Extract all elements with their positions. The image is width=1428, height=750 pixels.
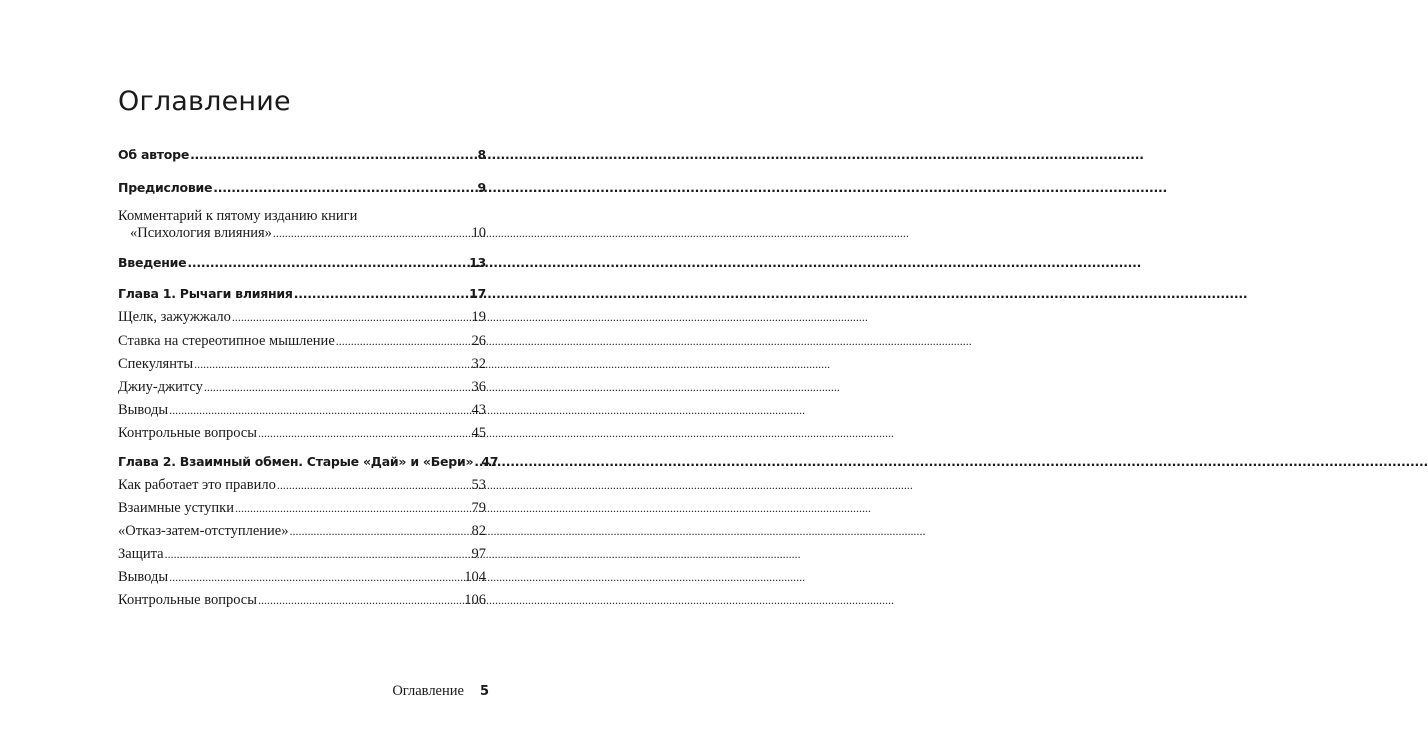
toc-entry-page: 79 <box>471 500 486 516</box>
toc-leader <box>232 310 471 325</box>
toc-entry-page: 32 <box>471 356 486 372</box>
toc-entry-introduction[interactable] <box>118 255 486 270</box>
toc-leader <box>169 403 470 418</box>
toc-leader <box>204 380 471 395</box>
toc-entry-label: Ставка на стереотипное мышление <box>118 333 335 349</box>
toc-entry-label: Глава 1. Рычаги влияния <box>118 286 293 301</box>
toc-entry-preface[interactable] <box>118 180 486 195</box>
page-footer <box>392 683 489 700</box>
toc-entry-label: Спекулянты <box>118 356 194 372</box>
toc-leader <box>258 593 463 608</box>
toc-entry-label: Щелк, зажужжало <box>118 309 231 325</box>
toc-entry-page: 82 <box>471 523 486 539</box>
toc-entry-label: Выводы <box>118 569 169 585</box>
toc-leader <box>336 334 471 349</box>
toc-entry-review-questions-1[interactable] <box>118 425 486 442</box>
toc-entry-label: Защита <box>118 546 164 562</box>
toc-entry-about-author[interactable] <box>118 147 486 162</box>
toc-entry-page: 53 <box>471 477 486 493</box>
toc-leader <box>235 501 471 516</box>
toc-leader <box>190 147 476 162</box>
toc-leader <box>289 524 470 539</box>
toc-entry-how-rule-works[interactable] <box>118 477 486 494</box>
toc-entry-label-line1: Комментарий к пятому изданию книги <box>118 208 358 224</box>
toc-entry-page: 45 <box>471 425 486 441</box>
toc-entry-row <box>118 225 486 242</box>
toc-entry-page: 10 <box>471 225 486 241</box>
toc-entry-click-whirr[interactable] <box>118 309 486 326</box>
toc-leader <box>273 226 471 241</box>
toc-leader <box>213 180 476 195</box>
toc-entry-label: Предисловие <box>118 180 213 195</box>
toc-entry-label: «Психология влияния» <box>130 225 272 241</box>
toc-leader <box>194 357 470 372</box>
toc-entry-label: Введение <box>118 255 187 270</box>
toc-entry-label: Контрольные вопросы <box>118 592 257 608</box>
toc-entry-conclusions-2[interactable] <box>118 569 486 586</box>
toc-entry-label: «Отказ-затем-отступление» <box>118 523 289 539</box>
toc-entry-label: Взаимные уступки <box>118 500 234 516</box>
toc-entry-page: 36 <box>471 379 486 395</box>
toc-leader <box>165 547 471 562</box>
toc-entry-page: 104 <box>464 569 486 585</box>
toc-entry-page: 13 <box>469 255 486 270</box>
toc-entry-page: 47 <box>481 454 499 469</box>
toc-entry-defense[interactable] <box>118 546 486 563</box>
toc-entry-stereotype-thinking[interactable] <box>118 333 486 350</box>
toc-entry-label: Как работает это правило <box>118 477 276 493</box>
toc-entry-fifth-edition-comment[interactable] <box>118 207 486 242</box>
toc-entry-page: 8 <box>477 147 486 162</box>
toc-leader <box>474 454 480 469</box>
toc-leader <box>187 255 468 270</box>
toc-entry-page: 9 <box>477 180 486 195</box>
toc-entry-label: Глава 2. Взаимный обмен. Старые «Дай» и «Бери» <box>118 454 474 469</box>
toc-entry-jiu-jitsu[interactable] <box>118 379 486 396</box>
toc-leader <box>277 478 471 493</box>
running-footer-title: Оглавление <box>392 683 464 699</box>
page-number: 5 <box>479 684 489 699</box>
toc-leader <box>294 286 468 301</box>
toc-entry-page: 97 <box>471 546 486 562</box>
toc-entry-label: Джиу-джитсу <box>118 379 203 395</box>
page-title: Оглавление <box>118 86 291 117</box>
toc-entry-chapter-2[interactable] <box>118 454 499 469</box>
toc-entry-mutual-concessions[interactable] <box>118 500 486 517</box>
toc-entry-page: 106 <box>464 592 486 608</box>
toc-leader <box>169 570 463 585</box>
toc-entry-profiteers[interactable] <box>118 356 486 373</box>
toc-entry-page: 43 <box>471 402 486 418</box>
toc-entry-label: Контрольные вопросы <box>118 425 257 441</box>
toc-entry-page: 19 <box>471 309 486 325</box>
toc-entry-page: 26 <box>471 333 486 349</box>
toc-leader <box>258 426 471 441</box>
toc-entry-conclusions-1[interactable] <box>118 402 486 419</box>
toc-entry-review-questions-2[interactable] <box>118 592 486 609</box>
toc-entry-label: Выводы <box>118 402 169 418</box>
toc-entry-rejection-then-retreat[interactable] <box>118 523 486 540</box>
toc-entry-label: Об авторе <box>118 147 190 162</box>
toc-entry-page: 17 <box>469 286 486 301</box>
toc-entry-chapter-1[interactable] <box>118 286 486 301</box>
